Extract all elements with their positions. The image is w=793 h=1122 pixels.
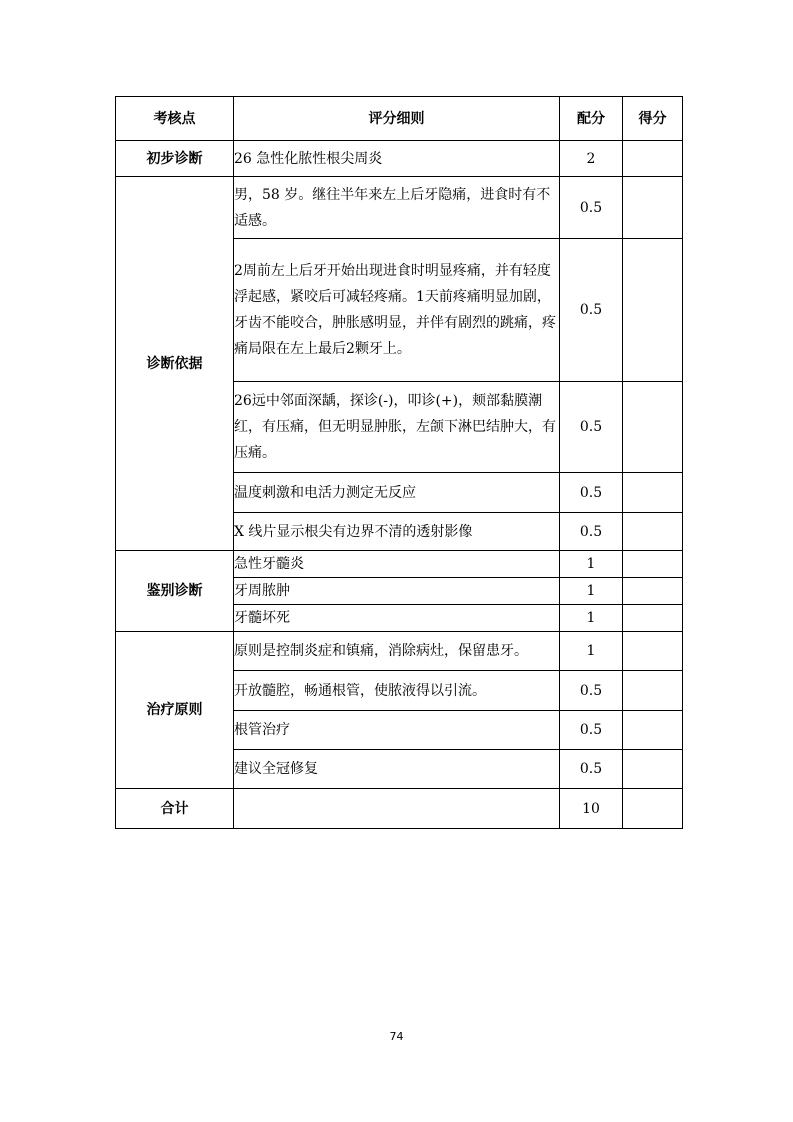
total-score: 10 <box>560 789 623 829</box>
score-cell: 0.5 <box>560 513 623 551</box>
score-cell: 0.5 <box>560 671 623 711</box>
category-treatment: 治疗原则 <box>116 632 234 789</box>
obtained-cell[interactable] <box>623 605 683 632</box>
header-obtained: 得分 <box>623 97 683 141</box>
obtained-cell[interactable] <box>623 239 683 382</box>
obtained-cell[interactable] <box>623 177 683 239</box>
table-row <box>116 632 683 671</box>
score-cell: 0.5 <box>560 177 623 239</box>
score-cell: 0.5 <box>560 750 623 789</box>
total-obtained-cell[interactable] <box>623 789 683 829</box>
score-cell: 1 <box>560 605 623 632</box>
criteria-cell: 建议全冠修复 <box>234 750 560 789</box>
scoring-table <box>115 96 683 829</box>
header-allocated: 配分 <box>560 97 623 141</box>
obtained-cell[interactable] <box>623 632 683 671</box>
total-label: 合计 <box>116 789 234 829</box>
score-cell: 1 <box>560 632 623 671</box>
criteria-cell: 开放髓腔，畅通根管，使脓液得以引流。 <box>234 671 560 711</box>
obtained-cell[interactable] <box>623 578 683 605</box>
obtained-cell[interactable] <box>623 513 683 551</box>
score-cell: 0.5 <box>560 382 623 473</box>
criteria-cell: 根管治疗 <box>234 711 560 750</box>
table-row <box>116 141 683 177</box>
obtained-cell[interactable] <box>623 671 683 711</box>
criteria-cell: 急性牙髓炎 <box>234 551 560 578</box>
score-cell: 0.5 <box>560 473 623 513</box>
total-row <box>116 789 683 829</box>
category-differential: 鉴别诊断 <box>116 551 234 632</box>
score-cell: 1 <box>560 578 623 605</box>
obtained-cell[interactable] <box>623 551 683 578</box>
criteria-cell: 26远中邻面深龋，探诊(-)，叩诊(+)，颊部黏膜潮红，有压痛，但无明显肿胀，左颌下淋巴结肿大，有压痛。 <box>234 382 560 473</box>
obtained-cell[interactable] <box>623 382 683 473</box>
header-point: 考核点 <box>116 97 234 141</box>
score-cell: 0.5 <box>560 239 623 382</box>
table-row <box>116 551 683 578</box>
header-row <box>116 97 683 141</box>
criteria-cell: 26 急性化脓性根尖周炎 <box>234 141 560 177</box>
criteria-cell: 男，58 岁。继往半年来左上后牙隐痛，进食时有不适感。 <box>234 177 560 239</box>
criteria-cell: 原则是控制炎症和镇痛，消除病灶，保留患牙。 <box>234 632 560 671</box>
category-preliminary: 初步诊断 <box>116 141 234 177</box>
criteria-cell: 牙周脓肿 <box>234 578 560 605</box>
obtained-cell[interactable] <box>623 141 683 177</box>
table-row <box>116 177 683 239</box>
score-cell: 0.5 <box>560 711 623 750</box>
criteria-cell: 牙髓坏死 <box>234 605 560 632</box>
obtained-cell[interactable] <box>623 711 683 750</box>
header-criteria: 评分细则 <box>234 97 560 141</box>
page-number: 74 <box>389 1030 404 1043</box>
criteria-cell: 温度刺激和电活力测定无反应 <box>234 473 560 513</box>
category-basis: 诊断依据 <box>116 177 234 551</box>
total-criteria-cell <box>234 789 560 829</box>
score-cell: 1 <box>560 551 623 578</box>
criteria-cell: 2周前左上后牙开始出现进食时明显疼痛，并有轻度浮起感，紧咬后可减轻疼痛。1天前疼痛明显加剧，牙齿不能咬合，肿胀感明显，并伴有剧烈的跳痛，疼痛局限在左上最后2颗牙上。 <box>234 239 560 382</box>
criteria-cell: X 线片显示根尖有边界不清的透射影像 <box>234 513 560 551</box>
score-cell: 2 <box>560 141 623 177</box>
obtained-cell[interactable] <box>623 473 683 513</box>
obtained-cell[interactable] <box>623 750 683 789</box>
